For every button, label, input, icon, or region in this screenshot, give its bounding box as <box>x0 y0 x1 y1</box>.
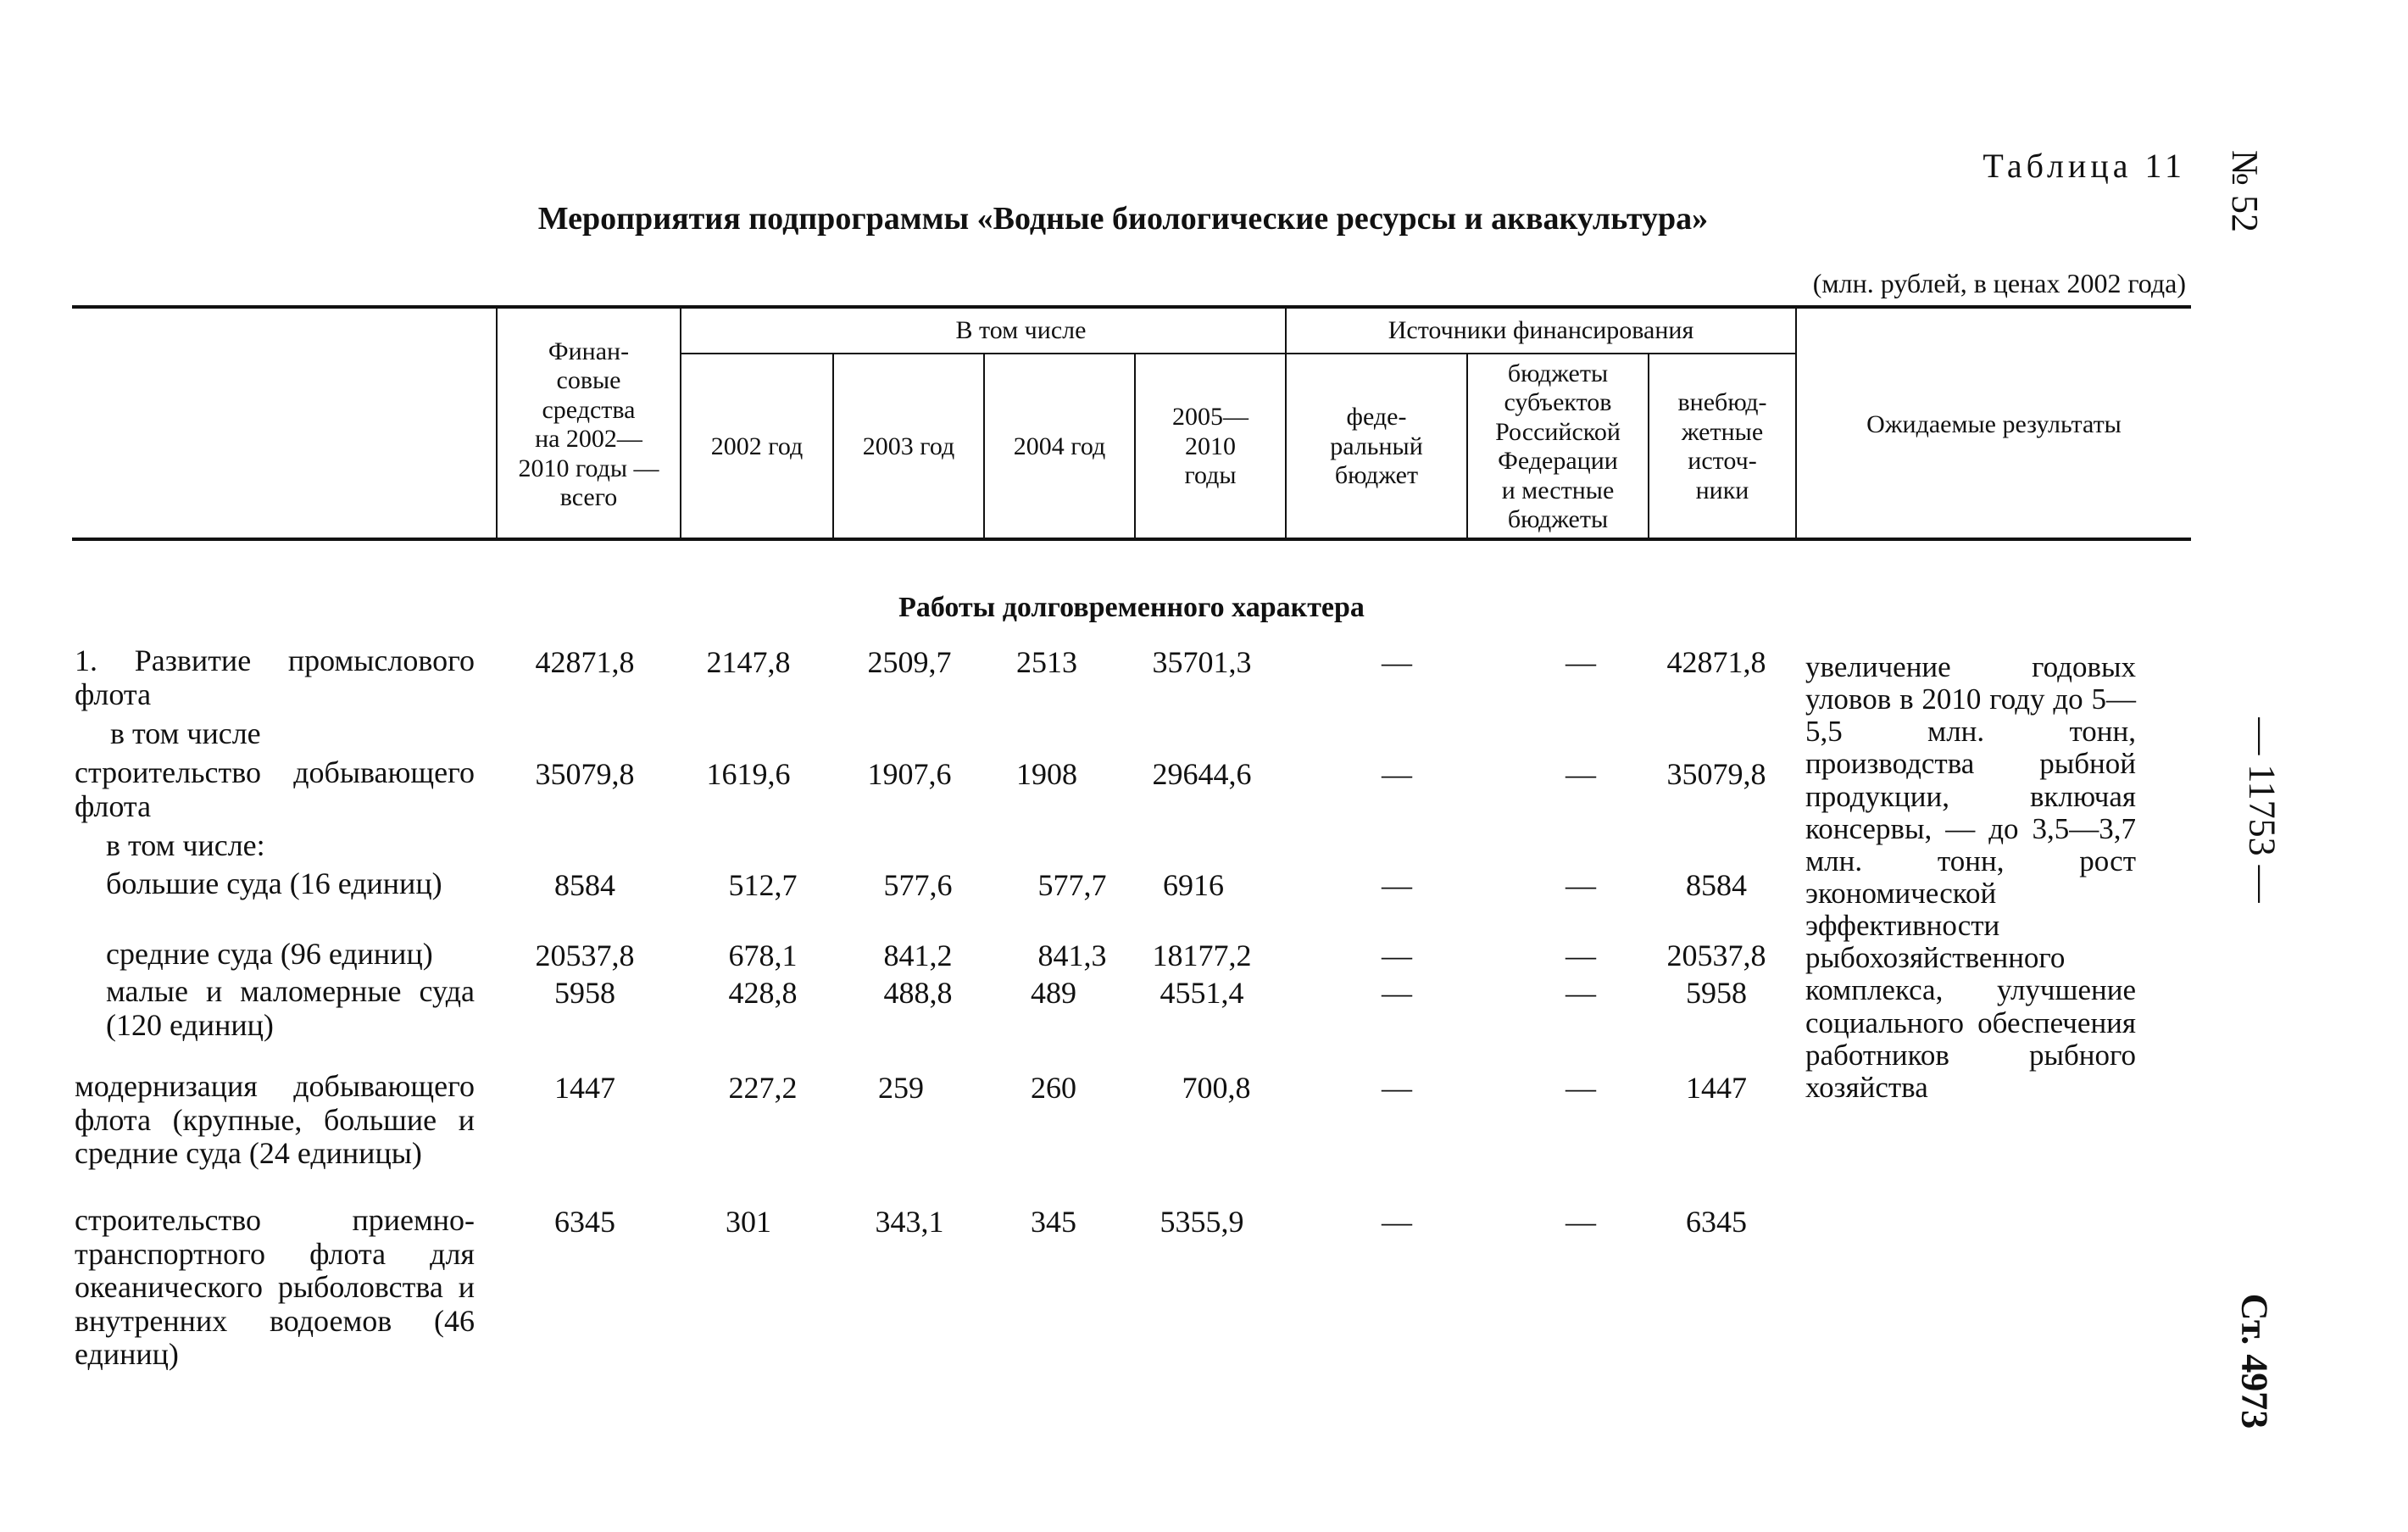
cell-extrabudgetary: 35079,8 <box>1666 757 1766 791</box>
row-label: большие суда (16 единиц) <box>106 866 442 900</box>
cell-2005-2010: 5355,9 <box>1160 1205 1244 1239</box>
cell-2003: 259 <box>878 1071 924 1105</box>
cell-regional: — <box>1565 868 1596 902</box>
row-label: модернизация добывающего флота (крупные, большие и средние суда (24 единицы) <box>75 1069 475 1171</box>
cell-federal: — <box>1382 868 1412 902</box>
header-2005-2010: 2005— 2010 годы <box>1134 353 1285 541</box>
header-2002: 2002 год <box>680 353 832 541</box>
cell-total: 1447 <box>554 1071 615 1105</box>
cell-2004: 841,3 <box>1037 939 1107 972</box>
table-number-label: Таблица 11 <box>1983 147 2186 185</box>
row-label: средние суда (96 единиц) <box>106 937 433 971</box>
page-range: — 11753 — <box>2241 717 2283 903</box>
cell-total: 8584 <box>554 868 615 902</box>
cell-2002: 227,2 <box>728 1071 798 1105</box>
cell-extrabudgetary: 42871,8 <box>1666 645 1766 679</box>
row-label: в том числе: <box>106 828 265 862</box>
cell-2004: 260 <box>1031 1071 1076 1105</box>
cell-regional: — <box>1565 645 1596 679</box>
cell-extrabudgetary: 1447 <box>1686 1071 1747 1105</box>
cell-2004: 489 <box>1031 976 1076 1010</box>
cell-2004: 1908 <box>1016 757 1077 791</box>
cell-2003: 577,6 <box>883 868 953 902</box>
row-label: малые и маломерные суда (120 единиц) <box>106 974 475 1042</box>
cell-federal: — <box>1382 1205 1412 1239</box>
cell-total: 20537,8 <box>535 939 635 972</box>
cell-extrabudgetary: 20537,8 <box>1666 939 1766 972</box>
cell-regional: — <box>1565 939 1596 972</box>
cell-regional: — <box>1565 1205 1596 1239</box>
header-including: В том числе <box>680 309 1360 353</box>
cell-total: 6345 <box>554 1205 615 1239</box>
units-note: (млн. рублей, в ценах 2002 года) <box>1812 268 2186 298</box>
cell-2002: 428,8 <box>728 976 798 1010</box>
cell-2005-2010: 18177,2 <box>1152 939 1252 972</box>
cell-2005-2010: 4551,4 <box>1160 976 1244 1010</box>
cell-extrabudgetary: 6345 <box>1686 1205 1747 1239</box>
header-2003: 2003 год <box>832 353 983 541</box>
cell-2005-2010: 6916 <box>1163 868 1224 902</box>
table-header <box>72 305 2191 541</box>
table-title: Мероприятия подпрограммы «Водные биологические ресурсы и аквакультура» <box>537 201 1709 237</box>
cell-federal: — <box>1382 939 1412 972</box>
article-number: Ст. 4973 <box>2233 1293 2276 1429</box>
row-label: в том числе <box>110 716 261 750</box>
cell-federal: — <box>1382 1071 1412 1105</box>
row-label: 1. Развитие промыслового флота <box>75 643 475 711</box>
cell-extrabudgetary: 5958 <box>1686 976 1747 1010</box>
cell-2003: 2509,7 <box>867 645 952 679</box>
cell-2005-2010: 29644,6 <box>1152 757 1252 791</box>
cell-federal: — <box>1382 757 1412 791</box>
cell-2002: 512,7 <box>728 868 798 902</box>
cell-total: 42871,8 <box>535 645 635 679</box>
cell-regional: — <box>1565 976 1596 1010</box>
cell-2004: 2513 <box>1016 645 1077 679</box>
cell-2003: 1907,6 <box>867 757 952 791</box>
header-extrabudgetary: внебюд- жетные источ- ники <box>1648 353 1795 541</box>
cell-2003: 841,2 <box>883 939 953 972</box>
cell-regional: — <box>1565 1071 1596 1105</box>
cell-2002: 301 <box>726 1205 771 1239</box>
cell-2002: 678,1 <box>728 939 798 972</box>
header-2004: 2004 год <box>983 353 1134 541</box>
header-sources: Источники финансирования <box>1285 309 1795 353</box>
header-regional: бюджеты субъектов Российской Федерации и местные бюджеты <box>1466 353 1648 541</box>
cell-total: 35079,8 <box>535 757 635 791</box>
header-results: Ожидаемые результаты <box>1795 309 2191 541</box>
row-label: строительство приемно-транспортного флота для океанического рыболовства и внутренних водоемов (46 единиц) <box>75 1203 475 1372</box>
cell-2002: 2147,8 <box>706 645 791 679</box>
row-label: строительство добывающего флота <box>75 755 475 823</box>
cell-2002: 1619,6 <box>706 757 791 791</box>
cell-2003: 343,1 <box>875 1205 944 1239</box>
cell-2004: 345 <box>1031 1205 1076 1239</box>
section-title: Работы долговременного характера <box>898 592 1365 623</box>
header-total: Финан- совые средства на 2002— 2010 годы — всего <box>496 309 680 541</box>
expected-results-text: увеличение годовых уловов в 2010 году до 5—5,5 млн. тонн, производства рыбной продукции, включая консервы, — до 3,5—3,7 млн. тонн, рост экономической эффективности рыбохозяйственного комплекса, улучшение социального обеспечения работников рыбного хозяйства <box>1805 650 2136 1104</box>
cell-2003: 488,8 <box>883 976 953 1010</box>
cell-regional: — <box>1565 757 1596 791</box>
cell-total: 5958 <box>554 976 615 1010</box>
header-federal: феде- ральный бюджет <box>1285 353 1466 541</box>
issue-number: № 52 <box>2223 150 2266 232</box>
cell-extrabudgetary: 8584 <box>1686 868 1747 902</box>
cell-2004: 577,7 <box>1037 868 1107 902</box>
cell-2005-2010: 35701,3 <box>1152 645 1252 679</box>
cell-federal: — <box>1382 645 1412 679</box>
cell-federal: — <box>1382 976 1412 1010</box>
cell-2005-2010: 700,8 <box>1182 1071 1251 1105</box>
